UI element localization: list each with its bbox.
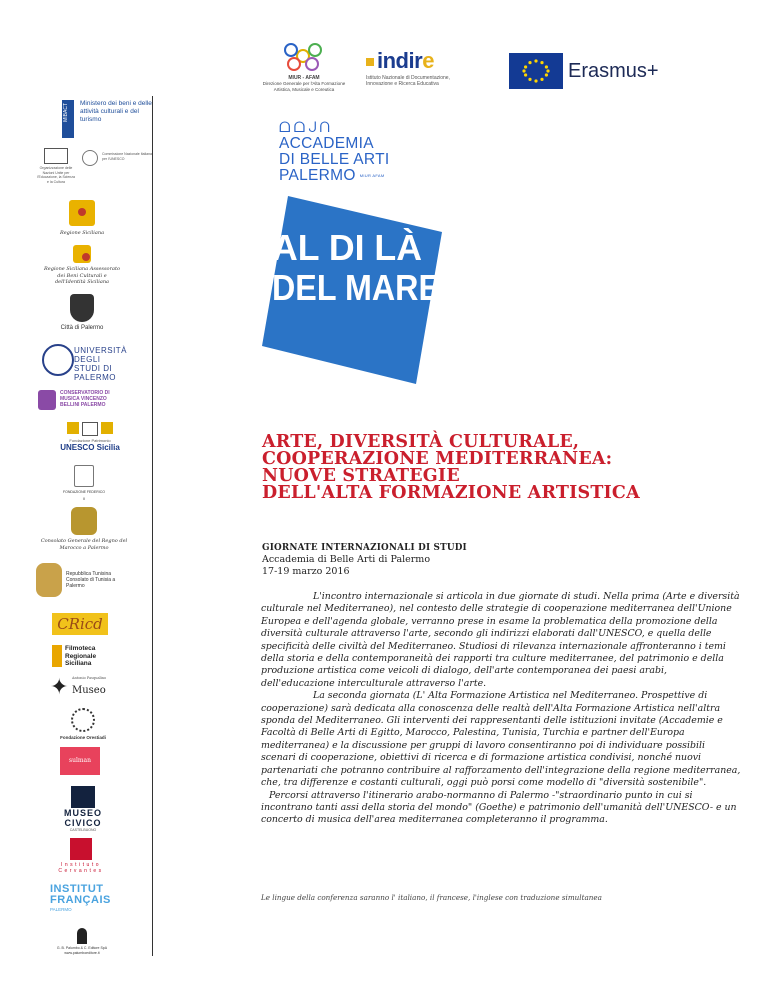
- consolato-marocco-logo: Consolato Generale del Regno del Marocco a Palermo: [36, 507, 132, 551]
- museo-civico-logo: MUSEO CIVICO CASTELBUONO: [54, 786, 112, 834]
- headline-line3: NUOVE STRATEGIE: [262, 466, 460, 486]
- fondazione-unesco-sicilia-logo: Fondazione Patrimonio UNESCO Sicilia: [50, 422, 130, 456]
- unesco-logo: Organizzazione delle Nazioni Unite per l'Educazione, la Scienza e la Cultura Commissione Nazionale Italiana per l'UNESCO: [36, 148, 154, 188]
- headline-line2: COOPERAZIONE MEDITERRANEA:: [262, 449, 613, 469]
- eu-flag-icon: [509, 53, 563, 89]
- instituto-cervantes-logo: Instituto Cervantes: [54, 838, 108, 876]
- conservatorio-mark-icon: [38, 390, 56, 410]
- fondazione-orestiadi-logo: Fondazione Orestiadi: [58, 708, 108, 742]
- event-kicker: GIORNATE INTERNAZIONALI DI STUDI: [262, 543, 467, 553]
- university-seal-icon: [42, 344, 74, 376]
- paragraph-2: La seconda giornata (L' Alta Formazione Artistica nel Mediterraneo. Prospettive di cooperazione) sarà dedicata alla conoscenza delle realtà dell'Alta Formazione Artistica nell'altra sponda del Mediterraneo. Gli interventi dei rappresentanti delle istituzioni invitate (Accademie e Facoltà di Belle Arti di Egitto, Marocco, Palestina, Tunisia, Turchia e partner dell'Europa mediterranea) e la discussione per gruppi di lavoro consentiranno poi di individuare possibili scenari di cooperazione, obiettivi di ricerca e di formazione artistica condivisi, nonché nuovi partenariati che potranno contribuire al rafforzamento dell'integrazione della regione mediterranea, che, tra differenze e costanti culturali, oggi può porsi come modello di "diversità sostenibile".: [261, 690, 741, 789]
- museo-mark-icon: ✦: [50, 675, 69, 700]
- accademia-logo: ᗝᗝᒍᑎ ACCADEMIA DI BELLE ARTI PALERMO $^{MIUR AFAM}$: [279, 120, 390, 184]
- ministero-logo: MIBACT Ministero dei beni e delle attività culturali e del turismo: [62, 100, 144, 140]
- italian-emblem-icon: [82, 150, 98, 166]
- trinacria-icon: [73, 245, 91, 263]
- headline: [262, 434, 722, 502]
- mur-caption: MIUR - AFAM Direzione Generale per l'Alta Formazione Artistica, Musicale e Coreutica: [262, 75, 346, 92]
- footnote: Le lingue della conferenza saranno l' italiano, il francese, l'inglese con traduzione simultanea: [261, 893, 602, 902]
- film-strip-icon: [52, 645, 62, 667]
- headline-line1: ARTE, DIVERSITÀ CULTURALE,: [262, 432, 580, 452]
- morocco-arms-icon: [71, 507, 97, 535]
- poster-line2: DEL MARE: [272, 267, 440, 308]
- paragraph-3: Percorsi attraverso l'itinerario arabo-normanno di Palermo -"straordinario punto in cui si incontrano tanti assi della storia del mondo" (Goethe) e patrimonio dell'umanità dell'UNESCO- e un concerto di musica dell'area mediterranea completeranno il programma.: [261, 789, 737, 826]
- mur-logo: [276, 40, 330, 72]
- trinacria-icon: [67, 422, 79, 434]
- tunisia-arms-icon: [36, 563, 62, 597]
- indire-dots-icon: [366, 58, 374, 66]
- mur-star-icon: [276, 40, 330, 72]
- conservatorio-logo: CONSERVATORIO DI MUSICA VINCENZO BELLINI PALERMO: [38, 388, 124, 416]
- body-text: [261, 591, 741, 827]
- accademia-sign: ᗝᗝᒍᑎ: [279, 120, 333, 136]
- poster-line1: AL DI LÀ: [272, 227, 422, 268]
- museo-pasqualino-logo: ✦ Antonio Pasqualino Museo: [50, 675, 107, 700]
- consolato-tunisia-logo: Repubblica Tunisina Consolato di Tunisia a Palermo: [36, 563, 134, 599]
- federico-emblem-icon: [74, 465, 94, 487]
- paragraph-1: L'incontro internazionale si articola in due giornate di studi. Nella prima (Arte e diversità culturale nel Mediterraneo), nel contesto delle strategie di cooperazione mediterranea dell'Unione Europea e dell'agenda globale, verranno prese in esame la problematica della promozione della diversità culturale attraverso l'arte, secondo gli indirizzi elaborati dall'UNESCO, e quella delle specificità delle civiltà del Mediterraneo. Studiosi di rilevanza internazionale affronteranno i temi della storia e della contemporaneità dei rapporti tra culture mediterranee, del patrimonio e della produzione artistica come veicoli di dialogo, dell'arte contemporanea dei paesi arabi, dell'educazione interculturale attraverso l'arte.: [261, 591, 740, 689]
- event-meta: [262, 542, 467, 578]
- headline-line4: DELL'ALTA FORMAZIONE ARTISTICA: [262, 483, 640, 503]
- trinacria-icon: [69, 200, 95, 226]
- fondazione-federico-logo: FONDAZIONE FEDERICO II: [62, 465, 106, 502]
- regione-siciliana-logo: Regione Siciliana: [52, 200, 112, 237]
- eagle-crest-icon: [70, 294, 94, 322]
- universita-palermo-logo: UNIVERSITÀ DEGLI STUDI DI PALERMO: [42, 342, 124, 378]
- filmoteca-logo: Filmoteca Regionale Siciliana: [52, 645, 108, 667]
- pink-sponsor-logo: sulman: [60, 747, 100, 775]
- al-di-la-del-mare-poster: [262, 196, 554, 384]
- cricd-logo: CRicd: [52, 613, 108, 635]
- erasmus-plus-logo: Erasmus+: [568, 60, 659, 82]
- institut-francais-logo: INSTITUT FRANÇAIS PALERMO: [50, 883, 111, 912]
- assessorato-logo: Regione Siciliana Assessorato dei Beni Culturali e dell'Identità Siciliana: [42, 245, 122, 286]
- event-venue: Accademia di Belle Arti di Palermo: [262, 554, 431, 565]
- palumbo-editore-logo: G. B. Palumbo & C. Editore SpA www.palumboeditore.it: [52, 928, 112, 962]
- unesco-temple-icon: [82, 422, 98, 436]
- trinacria-icon: [101, 422, 113, 434]
- museo-civico-mark-icon: [71, 786, 95, 808]
- indire-logo: indire Istituto Nazionale di Documentazione, Innovazione e Ricerca Educativa: [366, 48, 450, 87]
- palumbo-mark-icon: [77, 928, 87, 944]
- event-dates: 17-19 marzo 2016: [262, 566, 350, 577]
- orestiadi-emblem-icon: [71, 708, 95, 732]
- poster-arabic: ما بعد البحر: [428, 333, 554, 363]
- sidebar-divider: [152, 96, 153, 956]
- cervantes-mark-icon: [70, 838, 92, 860]
- unesco-temple-icon: [44, 148, 68, 164]
- citta-di-palermo-logo: Città di Palermo: [42, 294, 122, 332]
